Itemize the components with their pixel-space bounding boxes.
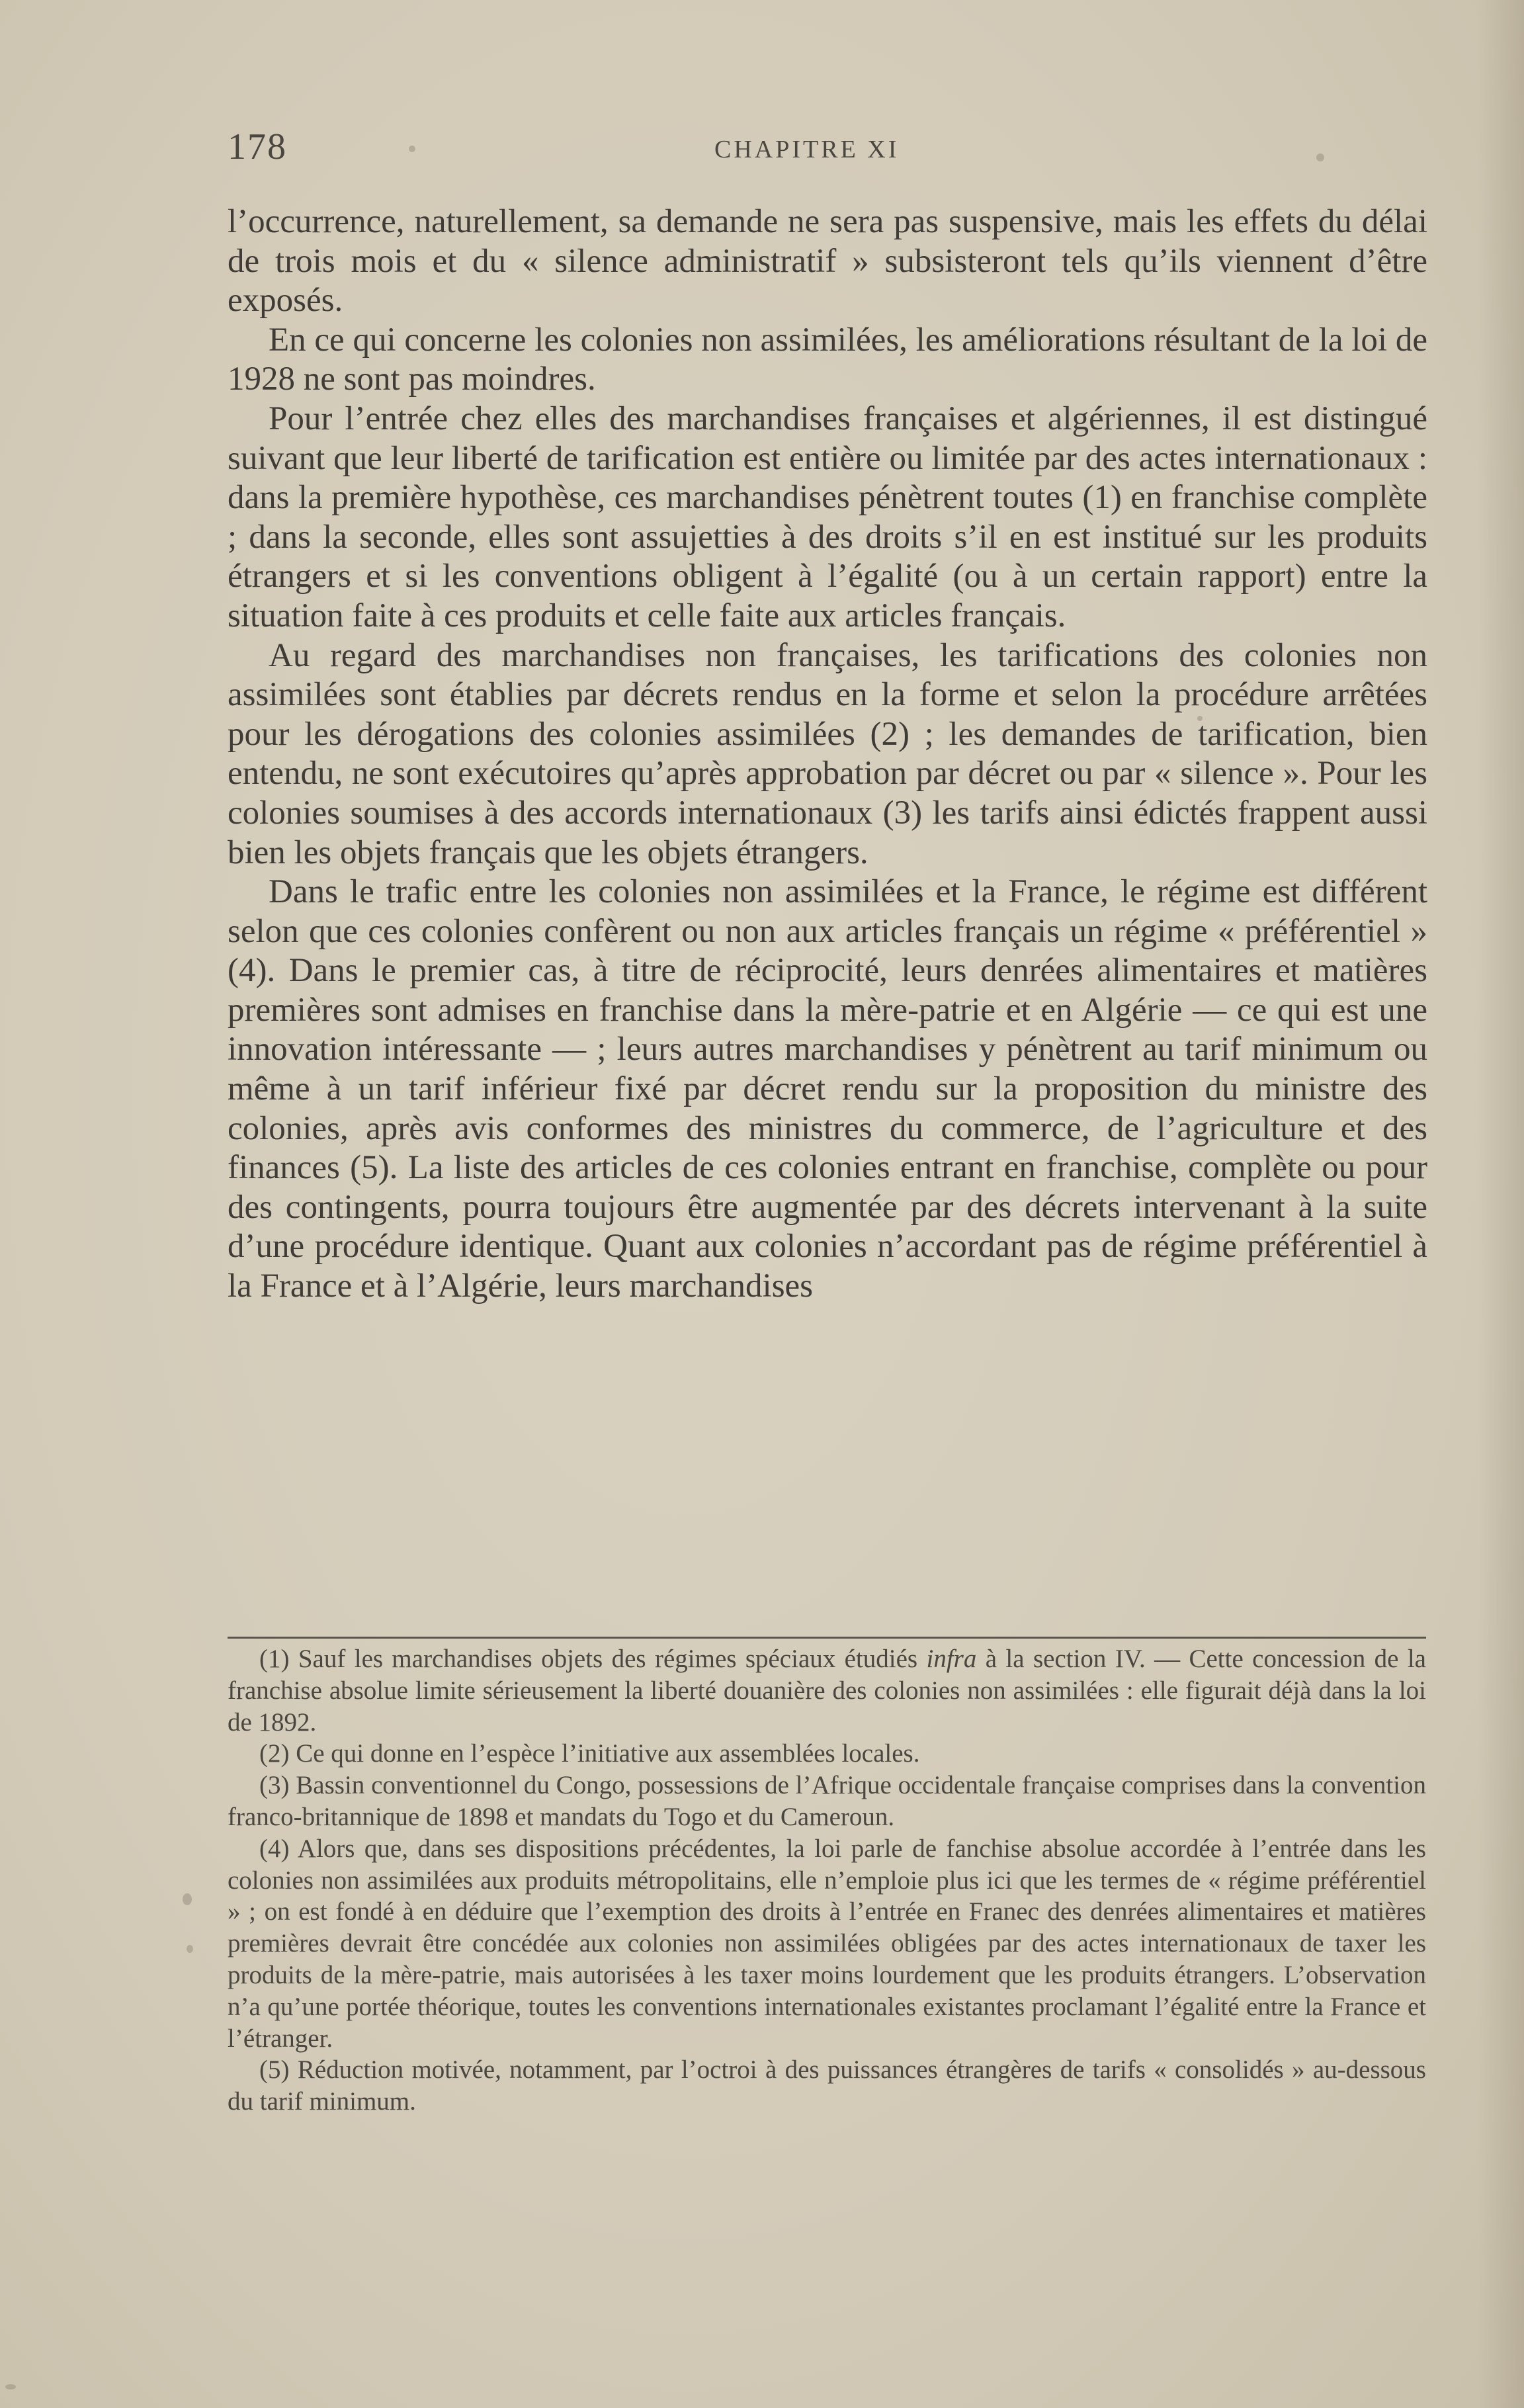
footnote-2: (2) Ce qui donne en l’espèce l’initiative aux assemblées locales. bbox=[259, 1739, 920, 1768]
page-edge-shadow bbox=[1478, 0, 1524, 2408]
footnote-divider bbox=[228, 1637, 1426, 1639]
page-header bbox=[228, 126, 1427, 172]
page-number: 178 bbox=[228, 126, 287, 167]
footnote-3: (3) Bassin conventionnel du Congo, possessions de l’Afrique occidentale française comprises dans la convention franco-britannique de 1898 et mandats du Togo et du Cameroun. bbox=[228, 1771, 1426, 1831]
footnote-1-text-b: à la section IV. — Cette concession de la franchise absolue limite sérieusement la liberté douanière des colonies non assimilées : elle figurait déjà dans la loi de 1892. bbox=[228, 1645, 1426, 1737]
running-head: CHAPITRE XI bbox=[714, 136, 900, 163]
footnote-1-infra: infra bbox=[926, 1645, 977, 1673]
paragraph: Pour l’entrée chez elles des marchandises françaises et algériennes, il est distingué suivant que leur liberté de tarification est entière ou limitée par des actes internationaux : dans la première hypothèse, ces marchandises pénètrent toutes (1) en franchise complète ; dans la seconde, elles sont assujetties à des droits s’il en est institué sur les produits étrangers et si les conventions obligent à l’égalité (ou à un certain rapport) entre la situation faite à ces produits et celle faite aux articles français. bbox=[228, 400, 1427, 634]
footnote-1-text-a: (1) Sauf les marchandises objets des régimes spéciaux étudiés bbox=[259, 1645, 927, 1673]
paper-speck bbox=[183, 1893, 192, 1905]
paragraph: l’occurrence, naturellement, sa demande ne sera pas suspensive, mais les effets du délai de trois mois et du « silence administratif » subsisteront tels qu’ils viennent d’être exposés. bbox=[228, 203, 1427, 320]
paper-speck bbox=[5, 2384, 16, 2389]
paragraph: Dans le trafic entre les colonies non assimilées et la France, le régime est différent selon que ces colonies confèrent ou non aux articles français un régime « préférentiel » (4). Dans le premier cas, à titre de réciprocité, leurs denrées alimentaires et matières premières sont admises en franchise dans la mère-patrie et en Algérie — ce qui est une innovation intéressante — ; leurs autres marchandises y pénètrent au tarif minimum ou même à un tarif inférieur fixé par décret rendu sur la proposition du ministre des colonies, après avis conformes des ministres du commerce, de l’agriculture et des finances (5). La liste des articles de ces colonies entrant en franchise, complète ou pour des contingents, pourra toujours être augmentée par des décrets intervenant à la suite d’une procédure identique. Quant aux colonies n’accordant pas de régime préférentiel à la France et à l’Algérie, leurs marchandises bbox=[228, 873, 1427, 1305]
paragraph: En ce qui concerne les colonies non assimilées, les améliorations résultant de la loi de 1928 ne sont pas moindres. bbox=[228, 321, 1427, 398]
footnote-5: (5) Réduction motivée, notamment, par l’octroi à des puissances étrangères de tarifs « consolidés » au-dessous du tarif minimum. bbox=[228, 2055, 1426, 2116]
footnote-4: (4) Alors que, dans ses dispositions précédentes, la loi parle de fanchise absolue accordée à l’entrée dans les colonies non assimilées aux produits métropolitains, elle n’emploie plus ici que les termes de « régime préférentiel » ; on est fondé à en déduire que l’exemption des droits à l’entrée en Franec des denrées alimentaires et matières premières devrait être concédée aux colonies non assimilées obligées par des actes internationaux de taxer les produits de la mère-patrie, mais autorisées à les taxer moins lourdement que les produits étrangers. L’observation n’a qu’une portée théorique, toutes les conventions internationales existantes proclamant l’égalité entre la France et l’étranger. bbox=[228, 1834, 1426, 2053]
paper-speck bbox=[187, 1945, 193, 1953]
footnotes bbox=[228, 1643, 1426, 2118]
paragraph: Au regard des marchandises non françaises, les tarifications des colonies non assimilées sont établies par décrets rendus en la forme et selon la procédure arrêtées pour les dérogations des colonies assimilées (2) ; les demandes de tarification, bien entendu, ne sont exécutoires qu’après approbation par décret ou par « silence ». Pour les colonies soumises à des accords internationaux (3) les tarifs ainsi édictés frappent aussi bien les objets français que les objets étrangers. bbox=[228, 636, 1427, 871]
footnote-1 bbox=[228, 1643, 1426, 1738]
main-text bbox=[228, 202, 1427, 1307]
